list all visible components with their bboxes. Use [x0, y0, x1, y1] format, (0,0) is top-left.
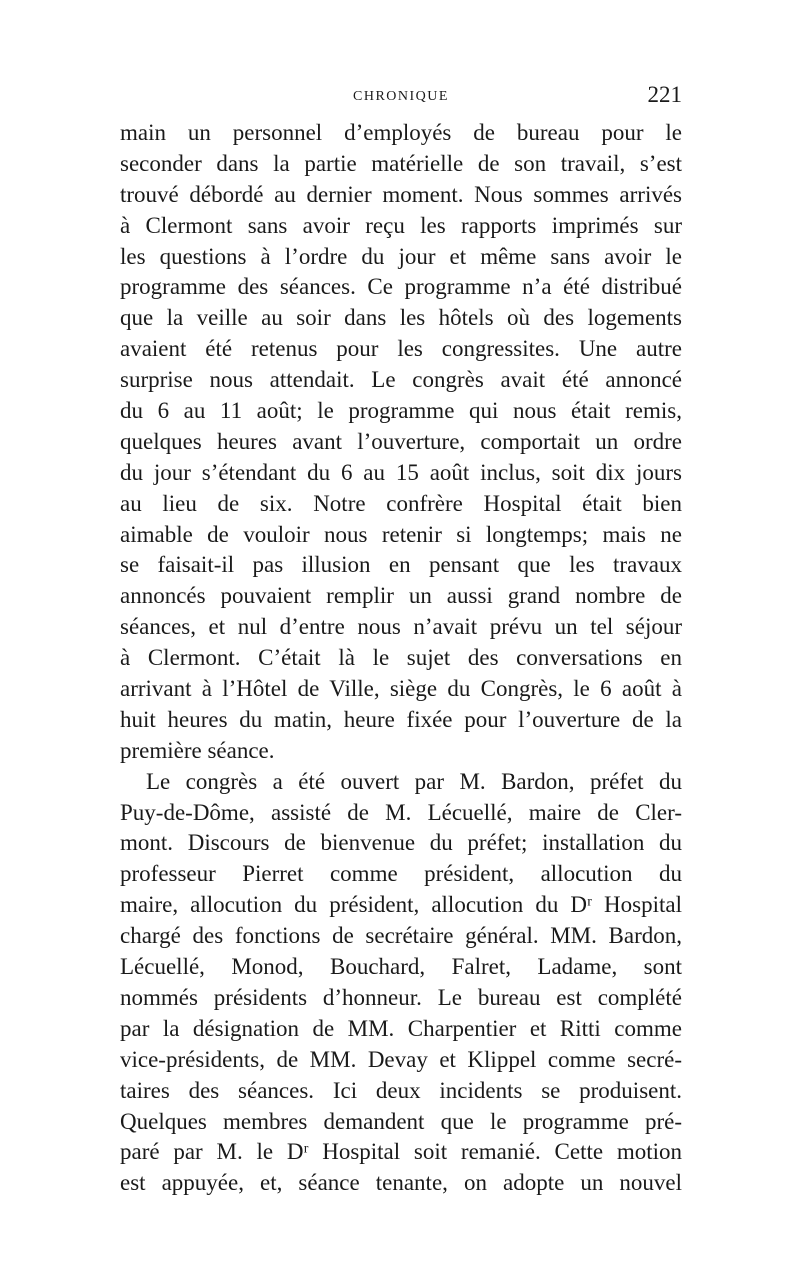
text-line: professeur Pierret comme président, allocution du [120, 861, 682, 887]
text-line: est appuyée, et, séance tenante, on adopte un nouvel [120, 1170, 682, 1196]
text-line: Lécuellé, Monod, Bouchard, Falret, Ladame, sont [120, 954, 682, 980]
text-line: à Clermont sans avoir reçu les rapports imprimés sur [120, 212, 682, 238]
text-line: huit heures du matin, heure fixée pour l’ouverture de la [120, 706, 682, 732]
text-line: aimable de vouloir nous retenir si longtemps; mais ne [120, 521, 682, 547]
text-line: par la désignation de MM. Charpentier et Ritti comme [120, 1015, 682, 1041]
text-line: paré par M. le Dʳ Hospital soit remanié. Cette motion [120, 1139, 682, 1165]
paragraph-start-line: Le congrès a été ouvert par M. Bardon, préfet du [146, 768, 682, 794]
text-line: au lieu de six. Notre confrère Hospital était bien [120, 490, 682, 516]
text-line: à Clermont. C’était là le sujet des conversations en [120, 645, 682, 671]
text-line: chargé des fonctions de secrétaire général. MM. Bardon, [120, 923, 682, 949]
body-text [120, 118, 682, 1199]
text-line: surprise nous attendait. Le congrès avait été annoncé [120, 367, 682, 393]
text-line: Quelques membres demandent que le programme pré- [120, 1108, 682, 1134]
running-head: CHRONIQUE [353, 89, 449, 104]
text-line: que la veille au soir dans les hôtels où des logements [120, 305, 682, 331]
text-line: quelques heures avant l’ouverture, comportait un ordre [120, 428, 682, 454]
text-line: du jour s’étendant du 6 au 15 août inclus, soit dix jours [120, 459, 682, 485]
text-line: vice-présidents, de MM. Devay et Klippel comme secré- [120, 1046, 682, 1072]
text-line: du 6 au 11 août; le programme qui nous était remis, [120, 398, 682, 424]
text-line: annoncés pouvaient remplir un aussi grand nombre de [120, 583, 682, 609]
text-line: séances, et nul d’entre nous n’avait prévu un tel séjour [120, 614, 682, 640]
text-line: taires des séances. Ici deux incidents se produisent. [120, 1077, 682, 1103]
page-number: 221 [647, 82, 682, 107]
text-line: trouvé débordé au dernier moment. Nous sommes arrivés [120, 181, 682, 207]
text-line: seconder dans la partie matérielle de son travail, s’est [120, 150, 682, 176]
text-line: nommés présidents d’honneur. Le bureau est complété [120, 984, 682, 1010]
text-line: avaient été retenus pour les congressites. Une autre [120, 336, 682, 362]
text-line: se faisait-il pas illusion en pensant que les travaux [120, 552, 682, 578]
text-line: mont. Discours de bienvenue du préfet; installation du [120, 830, 682, 856]
text-line: programme des séances. Ce programme n’a été distribué [120, 274, 682, 300]
text-line: maire, allocution du président, allocution du Dʳ Hospital [120, 892, 682, 918]
paragraph-end-line: première séance. [120, 737, 275, 763]
text-line: Puy-de-Dôme, assisté de M. Lécuellé, maire de Cler- [120, 799, 682, 825]
page-header [120, 82, 682, 112]
text-line: main un personnel d’employés de bureau pour le [120, 120, 682, 145]
text-line: arrivant à l’Hôtel de Ville, siège du Congrès, le 6 août à [120, 676, 682, 702]
text-line: les questions à l’ordre du jour et même sans avoir le [120, 243, 682, 269]
